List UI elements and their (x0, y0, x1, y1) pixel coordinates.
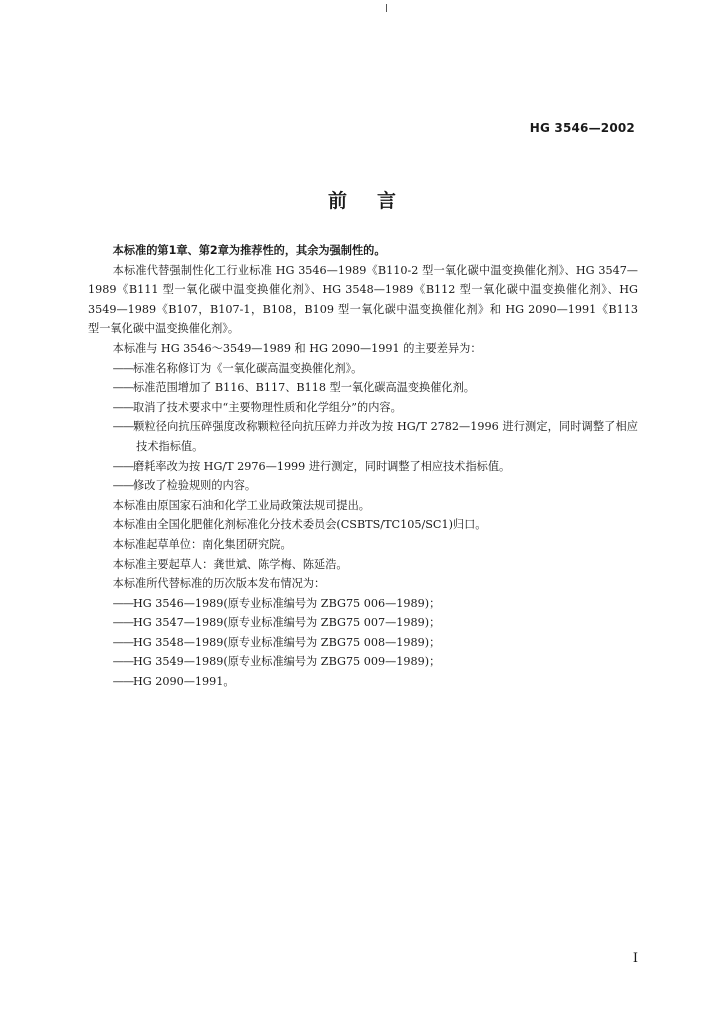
list-item: ——修改了检验规则的内容。 (112, 479, 257, 493)
document-code: HG 3546—2002 (529, 121, 635, 135)
list-item: ——HG 2090—1991。 (112, 675, 235, 689)
list-item-text: 取消了技术要求中“主要物理性质和化学组分”的内容。 (133, 400, 402, 414)
list-item-text: 修改了检验规则的内容。 (133, 479, 257, 493)
list-item-text: HG 2090—1991。 (133, 675, 235, 689)
paragraph-drafting-unit: 本标准起草单位：南化集团研究院。 (112, 537, 292, 551)
list-item: ——标准范围增加了 B116、B117、B118 型一氧化碳高温变换催化剂。 (112, 381, 475, 395)
paragraph-replaces: 本标准代替强制性化工行业标准 HG 3546—1989《B110-2 型一氧化碳中温变换催化剂》、HG 3547—1989《B111 型一氧化碳中温变换催化剂》、HG 3548—1989《B112 型一氧化碳中温变换催化剂》、HG 3549—1989《B107，B107-1，B108，B109 型一氧化碳中温变换催化剂》和 HG 2090—1991《B113 型一氧化碳中温变换催化剂》。 (88, 263, 638, 336)
list-item: ——标准名称修订为《一氧化碳高温变换催化剂》。 (112, 361, 363, 375)
foreword-body (88, 241, 638, 692)
list-item: ——HG 3548—1989(原专业标准编号为 ZBG75 008—1989)； (112, 635, 441, 649)
list-item-text: HG 3549—1989(原专业标准编号为 ZBG75 009—1989)； (133, 655, 441, 669)
paragraph-differences-intro: 本标准与 HG 3546～3549—1989 和 HG 2090—1991 的主要差异为： (112, 341, 482, 355)
list-item: ——HG 3546—1989(原专业标准编号为 ZBG75 006—1989)； (112, 596, 441, 610)
paragraph-scope: 本标准的第1章、第2章为推荐性的，其余为强制性的。 (112, 244, 386, 257)
list-item-text: HG 3548—1989(原专业标准编号为 ZBG75 008—1989)； (133, 635, 441, 649)
list-item-text: 磨耗率改为按 HG/T 2976—1999 进行测定，同时调整了相应技术指标值。 (133, 459, 511, 473)
list-item-text: 标准范围增加了 B116、B117、B118 型一氧化碳高温变换催化剂。 (133, 381, 475, 395)
list-item: ——取消了技术要求中“主要物理性质和化学组分”的内容。 (112, 400, 402, 414)
list-item-text: 标准名称修订为《一氧化碳高温变换催化剂》。 (133, 361, 363, 375)
list-item: ——HG 3547—1989(原专业标准编号为 ZBG75 007—1989)； (112, 616, 441, 630)
paragraph-drafters: 本标准主要起草人：龚世斌、陈学梅、陈延浩。 (112, 557, 348, 571)
page-title: 前言 (327, 190, 426, 212)
list-item-text: HG 3547—1989(原专业标准编号为 ZBG75 007—1989)； (133, 616, 441, 630)
list-item-text: HG 3546—1989(原专业标准编号为 ZBG75 006—1989)； (133, 596, 441, 610)
list-item: ——HG 3549—1989(原专业标准编号为 ZBG75 009—1989)； (112, 655, 441, 669)
page-number: I (632, 951, 638, 966)
list-item: ——颗粒径向抗压碎强度改称颗粒径向抗压碎力并改为按 HG/T 2782—1996 进行测定，同时调整了相应技术指标值。 (112, 420, 638, 453)
paragraph-history-intro: 本标准所代替标准的历次版本发布情况为： (112, 577, 326, 591)
paragraph-proposer: 本标准由原国家石油和化学工业局政策法规司提出。 (112, 498, 370, 512)
list-item: ——磨耗率改为按 HG/T 2976—1999 进行测定，同时调整了相应技术指标值。 (112, 459, 511, 473)
paragraph-committee: 本标准由全国化肥催化剂标准化分技术委员会(CSBTS/TC105/SC1)归口。 (112, 518, 487, 532)
list-item-text: 颗粒径向抗压碎强度改称颗粒径向抗压碎力并改为按 HG/T 2782—1996 进行测定，同时调整了相应技术指标值。 (133, 420, 638, 453)
scan-mark (386, 4, 387, 12)
